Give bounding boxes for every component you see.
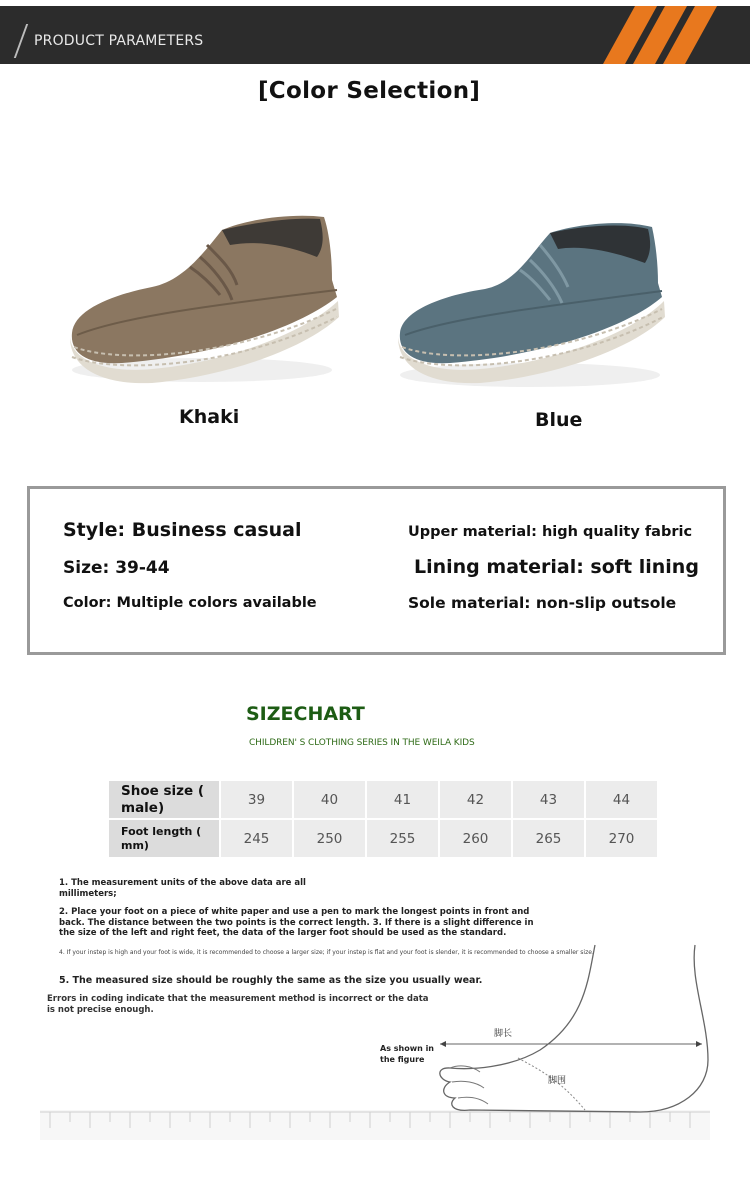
spec-sole-material: Sole material: non-slip outsole [408, 594, 677, 612]
table-cell: 40 [294, 781, 365, 818]
size-table [107, 779, 659, 859]
table-row [109, 781, 657, 818]
note-4: 5. The measured size should be roughly the same as the size you usually wear. [59, 975, 483, 986]
color-label-khaki: Khaki [179, 406, 240, 428]
table-cell: 260 [440, 820, 511, 857]
spec-lining-material: Lining material: soft lining [414, 556, 699, 578]
table-cell: 255 [367, 820, 438, 857]
table-cell: 250 [294, 820, 365, 857]
khaki-shoe-image [62, 205, 347, 390]
spec-upper-material: Upper material: high quality fabric [408, 524, 693, 540]
table-cell: 42 [440, 781, 511, 818]
table-cell: 270 [586, 820, 657, 857]
sizechart-title: SIZECHART [246, 703, 365, 725]
table-cell: 265 [513, 820, 584, 857]
spec-style: Style: Business casual [63, 519, 302, 541]
spec-color: Color: Multiple colors available [63, 595, 317, 611]
spec-box [27, 486, 726, 655]
note-3: 4. If your instep is high and your foot is wide, it is recommended to choose a larger size; if your instep is flat and your foot is slender, it is recommended to choose a smaller size. [59, 949, 594, 956]
color-selection-heading: [Color Selection] [258, 78, 481, 104]
sizechart-subtitle: CHILDREN' S CLOTHING SERIES IN THE WEILA KIDS [249, 738, 475, 748]
header-title: PRODUCT PARAMETERS [34, 33, 204, 49]
note-5: Errors in coding indicate that the measurement method is incorrect or the data is not precise enough. [47, 994, 429, 1015]
table-cell: 41 [367, 781, 438, 818]
table-cell: 245 [221, 820, 292, 857]
table-cell: 44 [586, 781, 657, 818]
row-header-foot-length: Foot length ( mm) [109, 820, 219, 857]
note-1: 1. The measurement units of the above data are all millimeters; [59, 878, 306, 899]
table-row [109, 820, 657, 857]
color-label-blue: Blue [535, 409, 583, 431]
blue-shoe-image [390, 215, 675, 395]
header-slash-decoration [14, 24, 28, 58]
orange-stripes-decoration [575, 6, 750, 64]
header-bar [0, 6, 750, 64]
table-cell: 39 [221, 781, 292, 818]
figure-caption: As shown in the figure [380, 1044, 434, 1065]
note-2: 2. Place your foot on a piece of white paper and use a pen to mark the longest points in front and back. The distance between the two points is the correct length. 3. If there is a slight difference in the size of the left and right feet, the data of the larger foot should be used as the standard. [59, 907, 534, 939]
foot-length-label: 脚长 [494, 1029, 513, 1039]
spec-size: Size: 39-44 [63, 558, 170, 578]
table-cell: 43 [513, 781, 584, 818]
row-header-shoe-size: Shoe size ( male) [109, 781, 219, 818]
foot-measurement-illustration [40, 940, 710, 1140]
foot-girth-label: 脚围 [548, 1076, 567, 1086]
